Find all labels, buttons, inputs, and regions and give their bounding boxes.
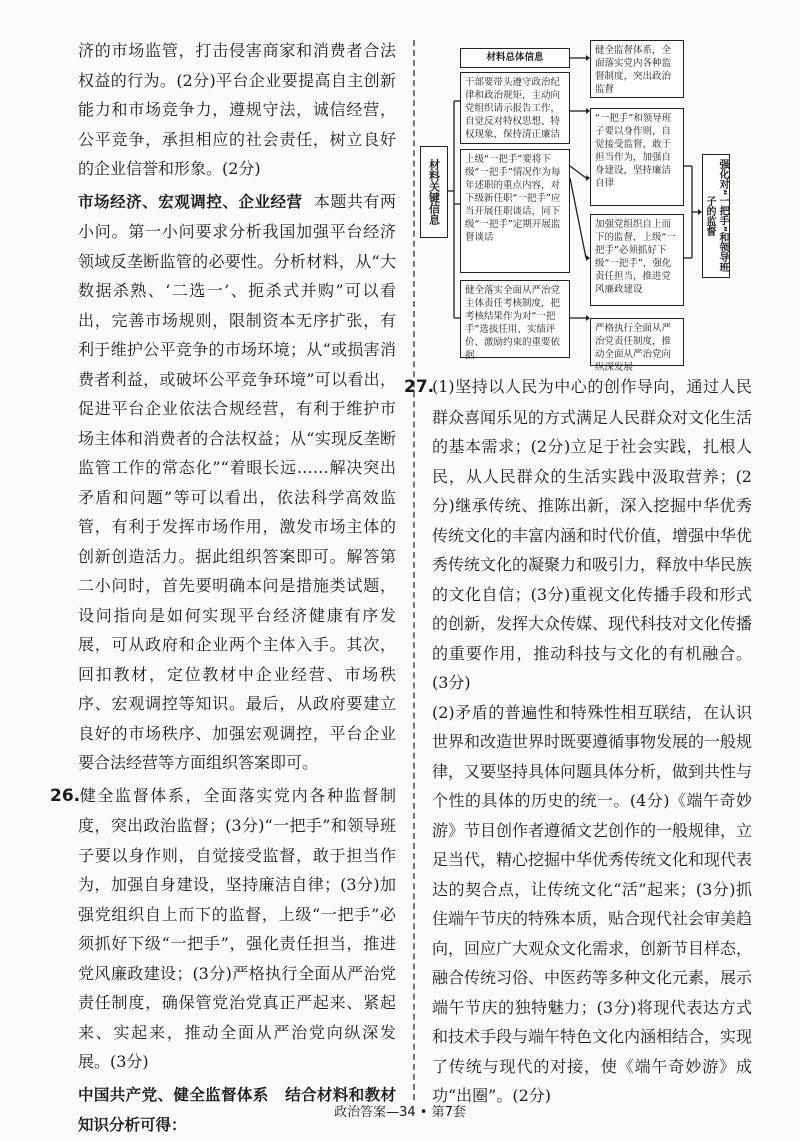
right-column (404, 36, 753, 1111)
left-column (50, 36, 396, 1141)
analysis-block (78, 187, 396, 778)
question-27-number: 27. (404, 377, 435, 397)
answer-box-1: “一把手”和领导班子要以身作则，自觉接受监督，敢于担当作为，加强自身建设，坚持廉洁自律 (590, 108, 684, 206)
analysis-heading-26-tail: 结合材料和教材知识分析可得： (78, 1085, 396, 1134)
answer-diagram (427, 36, 752, 373)
answer-box-2: 加强党组织自上而下的监督，上级“一把手”必须抓好下级“一把手”，强化责任担当，推进党风廉政建设 (590, 214, 684, 306)
analysis-heading: 市场经济、宏观调控、企业经营 (78, 192, 303, 211)
answer-box-3: 严格执行全面从严治党责任制度，推动全面从严治党向纵深发展 (590, 318, 684, 366)
material-box-3: 健全落实全面从严治党主体责任考核制度，把考核结果作为对“一把手”选拔任用、实绩评价、激励约束的重要依据 (460, 280, 570, 358)
column-divider (413, 40, 415, 1100)
question-27-part-1 (404, 372, 753, 698)
question-26-number: 26. (50, 785, 81, 806)
conclusion-box: 强化对“一把手”和领导班子的监督 (702, 154, 730, 278)
page-footer: 政治答案—34 • 第7套 (334, 1105, 466, 1120)
material-box-2: 上级“一把手”要将下级“一把手”情况作为每年述职的重点内容，对下级新任职“一把手”应当开展任职谈话，同下级“一把手”定期开展监督谈话 (460, 149, 570, 273)
question-26-text: 健全监督体系，全面落实党内各种监督制度，突出政治监督；(3分)“一把手”和领导班子要以身作则，自觉接受监督，敢于担当作为，加强自身建设，坚持廉洁自律；(3分)加强党组织自上而下的监督，上级“一把手”必须抓好下级“一把手”，强化责任担当，推进党风廉政建设；(3分)严格执行全面从严治党责任制度，确保管党治党真正严起来、紧起来、实起来，推动全面从严治党向纵深发展。(3分) (78, 785, 396, 1071)
answer-paragraph-continued: 济的市场监管，打击侵害商家和消费者合法权益的行为。(2分)平台企业要提高自主创新能力和市场竞争力，遵规守法，诚信经营，公平竞争，承担相应的社会责任，树立良好的企业信誉和形象。(2分) (78, 41, 396, 178)
material-key-box: 材料关键信息 (420, 146, 448, 238)
answer-box-0: 健全监督体系，全面落实党内各种监督制度，突出政治监督 (590, 40, 684, 98)
overall-info-box: 材料总体信息 (460, 48, 570, 68)
question-26-answer (50, 781, 396, 1077)
material-box-1: 干部要带头遵守政治纪律和政治规矩，主动向党组织请示报告工作，自觉反对特权思想、特权现象，保持清正廉洁 (460, 72, 570, 144)
analysis-heading-26: 中国共产党、健全监督体系 (78, 1085, 269, 1104)
analysis-text: 本题共有两小问。第一小问要求分析我国加强平台经济领域反垄断监管的必要性。分析材料，从“大数据杀熟、‘二选一’、扼杀式并购”可以看出，完善市场规则，限制资本无序扩张，有利于维护公平竞争的市场环境；从“或损害消费者利益，或破坏公平竞争环境”可以看出，促进平台企业依法合规经营，有利于维护市场主体和消费者的合法权益；从“实现反垄断监管工作的常态化”“着眼长远……解决突出矛盾和问题”等可以看出，依法科学高效监管，有利于发挥市场作用，激发市场主体的创新创造活力。据此组织答案即可。解答第二小问时，首先要明确本问是措施类试题，设问指向是如何实现平台经济健康有序发展，可从政府和企业两个主体入手。其次，回扣教材，定位教材中企业经营、市场秩序、宏观调控等知识。最后，从政府要建立良好的市场秩序、加强宏观调控，平台企业要合法经营等方面组织答案即可。 (78, 191, 396, 772)
question-27-part-1-text: (1)坚持以人民为中心的创作导向，通过人民群众喜闻乐见的方式满足人民群众对文化生活的基本需求；(2分)立足于社会实践，扎根人民，从人民群众的生活实践中汲取营养；(2分)继承传统、推陈出新，深入挖掘中华优秀传统文化的丰富内涵和时代价值，增强中华优秀传统文化的凝聚力和吸引力，释放中华民族的文化自信；(3分)重视文化传播手段和形式的创新，发挥大众传媒、现代科技对文化传播的重要作用，推动科技与文化的有机融合。(3分) (432, 377, 753, 692)
question-27-part-2: (2)矛盾的普遍性和特殊性相互联结，在认识世界和改造世界时既要遵循事物发展的一般规律，又要坚持具体问题具体分析，做到共性与个性的具体的历史的统一。(4分)《端午奇妙游》节目创作者遵循文艺创作的一般规律，立足当代，精心挖掘中华优秀传统文化和现代表达的契合点，让传统文化“活”起来；(3分)抓住端午节庆的特殊本质，贴合现代社会审美趋向，回应广大观众文化需求，创新节目样态，融合传统习俗、中医药等多种文化元素，展示端午节庆的独特魅力；(3分)将现代表达方式和技术手段与端午特色文化内涵相结合，实现了传统与现代的对接，使《端午奇妙游》成功“出圈”。(2分) (432, 702, 753, 1105)
